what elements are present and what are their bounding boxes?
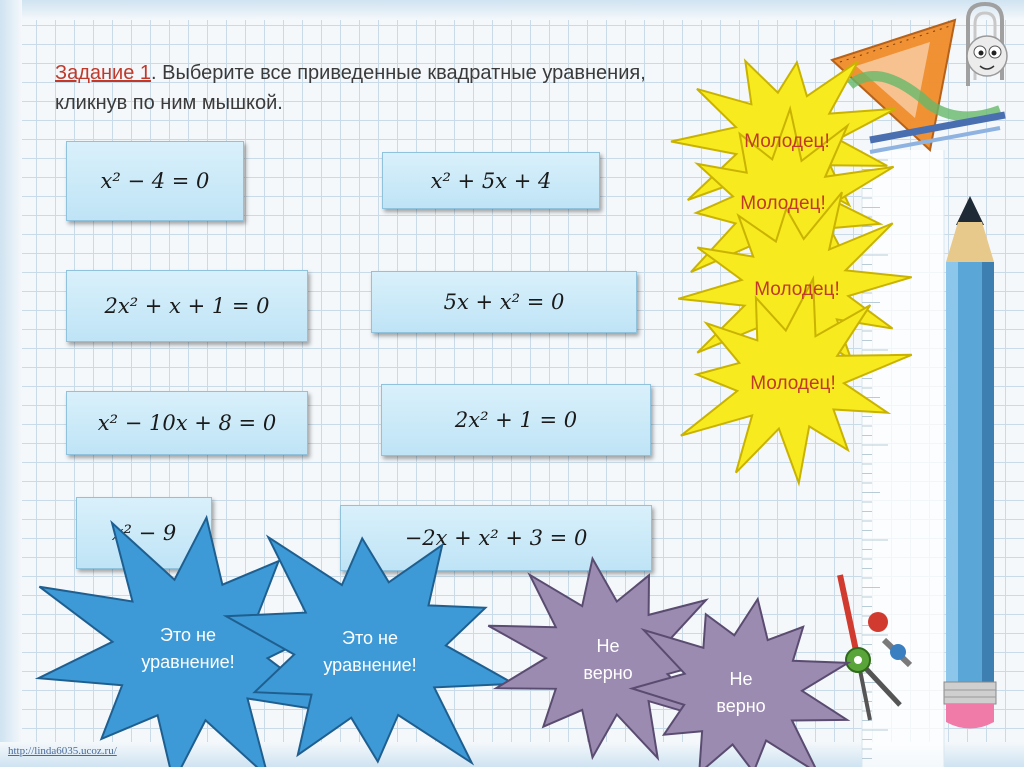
correct-feedback-4: Молодец! (750, 373, 836, 394)
not-equation-feedback-1: Это не уравнение! (141, 625, 235, 672)
correct-feedback-2: Молодец! (740, 193, 826, 214)
task-text: . Выберите все приведенные квадратные уравнения, (151, 62, 646, 84)
not-equation-feedback-2: Это не уравнение! (323, 628, 417, 675)
equation-button-3[interactable]: 2x² + x + 1 = 0 (66, 270, 308, 342)
task-label[interactable]: Задание 1 (55, 62, 152, 84)
equation-button-8[interactable]: −2x + x² + 3 = 0 (340, 505, 652, 571)
equation-button-7[interactable]: x² − 9 (76, 497, 212, 569)
correct-feedback-3: Молодец! (754, 279, 840, 300)
task-text-line2: кликнув по ним мышкой. (55, 92, 283, 114)
equation-button-2[interactable]: x² + 5x + 4 (382, 152, 600, 209)
wrong-feedback-2: Не верно (716, 669, 766, 716)
equation-button-4[interactable]: 5x + x² = 0 (371, 271, 637, 333)
footer-link[interactable]: http://linda6035.ucoz.ru/ (8, 745, 117, 757)
correct-feedback-1: Молодец! (744, 131, 830, 152)
equation-button-1[interactable]: x² − 4 = 0 (66, 141, 244, 221)
equation-button-5[interactable]: x² − 10x + 8 = 0 (66, 391, 308, 455)
equation-button-6[interactable]: 2x² + 1 = 0 (381, 384, 651, 456)
wrong-feedback-1: Не верно (583, 636, 633, 683)
